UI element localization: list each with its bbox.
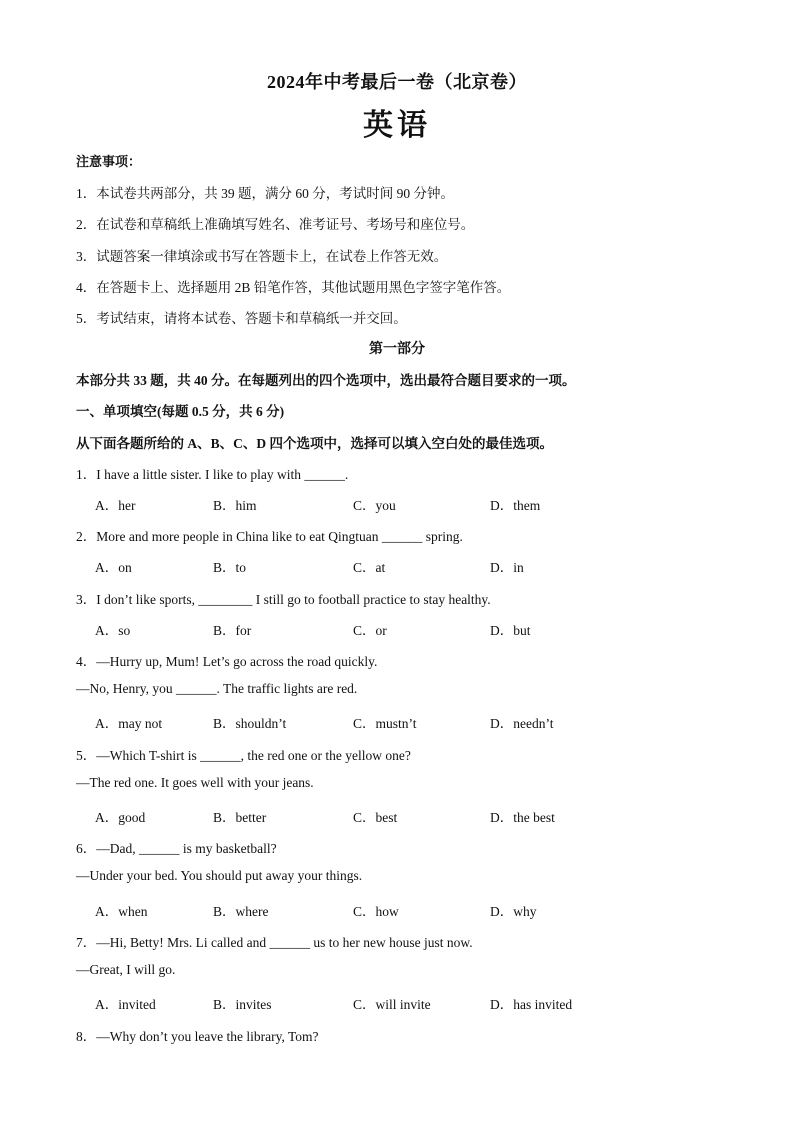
option-d: D．in xyxy=(490,560,524,575)
option-a: A．her xyxy=(95,498,136,513)
option-b: B．him xyxy=(213,498,257,513)
option-c: C．how xyxy=(353,904,399,919)
option-c: C．will invite xyxy=(353,997,431,1012)
option-b: B．better xyxy=(213,810,267,825)
option-a: A．may not xyxy=(95,716,163,731)
notes-item: 4．在答题卡上、选择题用 2B 铅笔作答，其他试题用黑色字签字笔作答。 xyxy=(76,280,511,295)
notes-item: 2．在试卷和草稿纸上准确填写姓名、准考证号、考场号和座位号。 xyxy=(76,217,475,232)
option-d: D．them xyxy=(490,498,541,513)
option-c: C．you xyxy=(353,498,396,513)
question-stem: 1．I have a little sister. I like to play with ______. xyxy=(76,467,349,482)
option-a: A．so xyxy=(95,623,131,638)
option-b: B．invites xyxy=(213,997,272,1012)
option-b: B．to xyxy=(213,560,247,575)
option-a: A．invited xyxy=(95,997,156,1012)
option-c: C．or xyxy=(353,623,387,638)
option-d: D．the best xyxy=(490,810,555,825)
question-stem: 3．I don’t like sports, ________ I still go to football practice to stay healthy. xyxy=(76,592,491,607)
option-c: C．best xyxy=(353,810,398,825)
part-intro: 本部分共 33 题，共 40 分。在每题列出的四个选项中，选出最符合题目要求的一项。 xyxy=(76,373,576,388)
question-stem: —Great, I will go. xyxy=(76,962,176,977)
part-title: 第一部分 xyxy=(369,342,425,357)
option-d: D．but xyxy=(490,623,531,638)
option-a: A．on xyxy=(95,560,132,575)
option-a: A．good xyxy=(95,810,146,825)
option-b: B．shouldn’t xyxy=(213,716,287,731)
question-stem: —No, Henry, you ______. The traffic lights are red. xyxy=(76,681,358,696)
option-a: A．when xyxy=(95,904,148,919)
notes-item: 3．试题答案一律填涂或书写在答题卡上，在试卷上作答无效。 xyxy=(76,249,448,264)
question-stem: 4．—Hurry up, Mum! Let’s go across the road quickly. xyxy=(76,654,378,669)
subject-title: 英语 xyxy=(363,109,431,142)
exam-title: 2024年中考最后一卷（北京卷） xyxy=(267,72,527,92)
notes-item: 5．考试结束，请将本试卷、答题卡和草稿纸一并交回。 xyxy=(76,311,407,326)
question-stem: 5．—Which T-shirt is ______, the red one or the yellow one? xyxy=(76,748,411,763)
section-title: 一、单项填空(每题 0.5 分，共 6 分) xyxy=(76,404,285,419)
question-stem: 6．—Dad, ______ is my basketball? xyxy=(76,841,277,856)
notes-heading: 注意事项： xyxy=(76,154,142,169)
section-instruction: 从下面各题所给的 A、B、C、D 四个选项中，选择可以填入空白处的最佳选项。 xyxy=(76,436,554,451)
option-d: D．why xyxy=(490,904,537,919)
question-stem: 7．—Hi, Betty! Mrs. Li called and ______ us to her new house just now. xyxy=(76,935,473,950)
question-stem: 2．More and more people in China like to eat Qingtuan ______ spring. xyxy=(76,529,463,544)
option-b: B．for xyxy=(213,623,252,638)
question-stem: 8．—Why don’t you leave the library, Tom? xyxy=(76,1029,319,1044)
option-c: C．at xyxy=(353,560,386,575)
question-stem: —Under your bed. You should put away your things. xyxy=(76,868,363,883)
option-b: B．where xyxy=(213,904,269,919)
option-d: D．has invited xyxy=(490,997,573,1012)
notes-item: 1．本试卷共两部分，共 39 题，满分 60 分，考试时间 90 分钟。 xyxy=(76,186,454,201)
option-d: D．needn’t xyxy=(490,716,554,731)
question-stem: —The red one. It goes well with your jeans. xyxy=(76,775,314,790)
option-c: C．mustn’t xyxy=(353,716,417,731)
